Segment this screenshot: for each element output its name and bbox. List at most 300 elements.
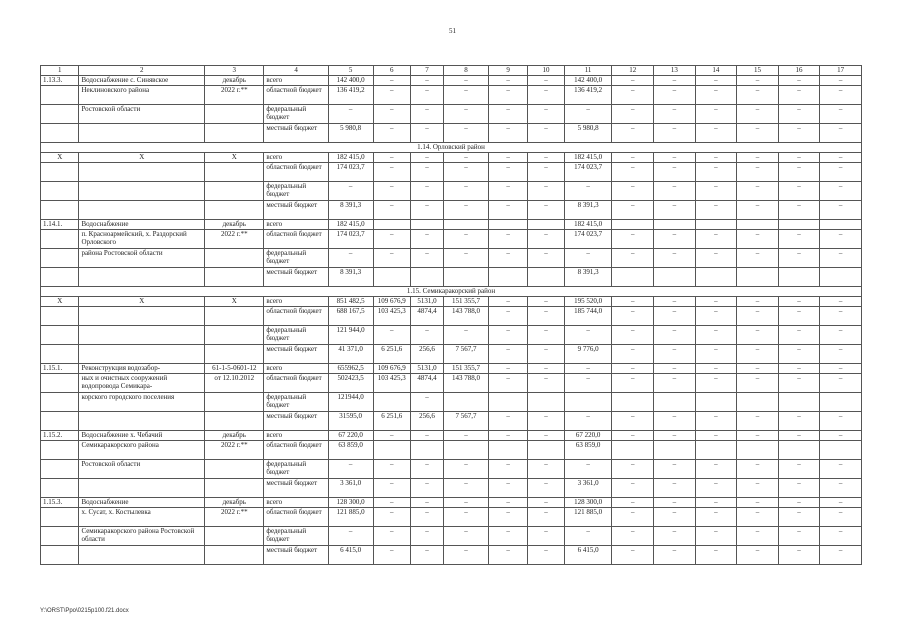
amount-cell: 185 744,0	[564, 307, 612, 326]
item-number-cell: Х	[41, 297, 79, 307]
amount-cell: –	[695, 201, 737, 220]
table-body	[41, 66, 862, 565]
amount-cell: –	[488, 364, 527, 374]
amount-cell	[564, 393, 612, 412]
object-name-cell	[79, 479, 205, 498]
amount-cell: 121 885,0	[328, 508, 373, 527]
amount-cell: –	[612, 307, 654, 326]
amount-cell: –	[695, 546, 737, 565]
amount-cell: 121 885,0	[564, 508, 612, 527]
amount-cell	[444, 441, 489, 460]
amount-cell: –	[612, 364, 654, 374]
amount-cell: 128 300,0	[328, 498, 373, 508]
amount-cell: 121 944,0	[328, 326, 373, 345]
amount-cell: –	[528, 345, 564, 364]
deadline-cell	[205, 105, 264, 124]
amount-cell: –	[820, 374, 862, 393]
amount-cell	[695, 220, 737, 230]
amount-cell: –	[820, 163, 862, 182]
deadline-cell	[205, 393, 264, 412]
amount-cell: –	[373, 508, 410, 527]
amount-cell: 121944,0	[328, 393, 373, 412]
table-row	[41, 201, 862, 220]
column-number: 1	[41, 66, 79, 76]
funding-source-cell: всего	[264, 220, 328, 230]
amount-cell: 182 415,0	[328, 220, 373, 230]
amount-cell: 143 788,0	[444, 307, 489, 326]
funding-source-cell: всего	[264, 153, 328, 163]
amount-cell: –	[488, 460, 527, 479]
amount-cell	[612, 220, 654, 230]
amount-cell: –	[820, 182, 862, 201]
amount-cell: 5 980,8	[564, 124, 612, 143]
item-number-cell	[41, 163, 79, 182]
deadline-cell	[205, 249, 264, 268]
table-row	[41, 374, 862, 393]
column-number: 3	[205, 66, 264, 76]
amount-cell: –	[444, 460, 489, 479]
amount-cell: –	[488, 307, 527, 326]
amount-cell: 103 425,3	[373, 374, 410, 393]
object-name-cell	[79, 163, 205, 182]
amount-cell: –	[737, 508, 779, 527]
object-name-cell	[79, 345, 205, 364]
column-number: 7	[410, 66, 443, 76]
deadline-cell	[205, 479, 264, 498]
amount-cell: –	[778, 249, 820, 268]
amount-cell: –	[695, 460, 737, 479]
amount-cell: –	[737, 431, 779, 441]
amount-cell: 195 520,0	[564, 297, 612, 307]
amount-cell: 8 391,3	[328, 268, 373, 287]
amount-cell: –	[654, 431, 696, 441]
amount-cell	[778, 268, 820, 287]
amount-cell: –	[612, 508, 654, 527]
amount-cell	[373, 268, 410, 287]
amount-cell: –	[528, 297, 564, 307]
amount-cell: –	[778, 412, 820, 431]
amount-cell: 6 415,0	[328, 546, 373, 565]
amount-cell: –	[373, 249, 410, 268]
column-number: 13	[654, 66, 696, 76]
amount-cell: –	[528, 431, 564, 441]
amount-cell	[528, 268, 564, 287]
amount-cell: –	[778, 364, 820, 374]
amount-cell: –	[695, 374, 737, 393]
amount-cell: –	[488, 431, 527, 441]
amount-cell: –	[654, 297, 696, 307]
amount-cell: –	[654, 124, 696, 143]
column-number: 4	[264, 66, 328, 76]
amount-cell: –	[564, 364, 612, 374]
amount-cell: –	[612, 546, 654, 565]
amount-cell: –	[488, 230, 527, 249]
amount-cell: –	[410, 230, 443, 249]
funding-source-cell: областной бюджет	[264, 230, 328, 249]
amount-cell: 151 355,7	[444, 297, 489, 307]
item-number-cell	[41, 230, 79, 249]
amount-cell: –	[564, 460, 612, 479]
amount-cell: –	[654, 546, 696, 565]
column-number: 14	[695, 66, 737, 76]
amount-cell: –	[778, 86, 820, 105]
amount-cell: 4874,4	[410, 307, 443, 326]
funding-source-cell: всего	[264, 498, 328, 508]
amount-cell: –	[528, 249, 564, 268]
table-row	[41, 182, 862, 201]
amount-cell	[737, 441, 779, 460]
amount-cell: –	[737, 345, 779, 364]
deadline-cell	[205, 326, 264, 345]
table-row	[41, 153, 862, 163]
amount-cell	[737, 268, 779, 287]
object-name-cell: Семикаракорского района Ростовской области	[79, 527, 205, 546]
amount-cell: –	[528, 201, 564, 220]
amount-cell: –	[778, 508, 820, 527]
table-row	[41, 479, 862, 498]
deadline-cell	[205, 124, 264, 143]
amount-cell: –	[820, 124, 862, 143]
amount-cell: –	[528, 546, 564, 565]
amount-cell	[488, 220, 527, 230]
item-number-cell	[41, 508, 79, 527]
deadline-cell	[205, 182, 264, 201]
amount-cell: –	[778, 498, 820, 508]
amount-cell	[612, 393, 654, 412]
amount-cell: 31595,0	[328, 412, 373, 431]
amount-cell: –	[444, 431, 489, 441]
amount-cell: –	[654, 498, 696, 508]
table-row	[41, 76, 862, 86]
amount-cell: –	[778, 374, 820, 393]
funding-source-cell: областной бюджет	[264, 508, 328, 527]
amount-cell: –	[612, 479, 654, 498]
funding-source-cell: всего	[264, 76, 328, 86]
amount-cell: –	[778, 201, 820, 220]
amount-cell: –	[612, 201, 654, 220]
amount-cell: –	[488, 546, 527, 565]
amount-cell: –	[778, 326, 820, 345]
object-name-cell	[79, 412, 205, 431]
amount-cell: –	[654, 307, 696, 326]
amount-cell: –	[654, 105, 696, 124]
amount-cell	[488, 441, 527, 460]
column-number: 8	[444, 66, 489, 76]
amount-cell: 143 788,0	[444, 374, 489, 393]
amount-cell: –	[612, 230, 654, 249]
amount-cell: –	[778, 460, 820, 479]
amount-cell: –	[444, 86, 489, 105]
amount-cell: –	[695, 326, 737, 345]
amount-cell	[654, 268, 696, 287]
object-name-cell: корского городского поселения	[79, 393, 205, 412]
amount-cell: –	[444, 546, 489, 565]
amount-cell: –	[373, 460, 410, 479]
amount-cell: –	[328, 527, 373, 546]
amount-cell	[528, 220, 564, 230]
object-name-cell: Водоснабжение х. Чебачий	[79, 431, 205, 441]
amount-cell: –	[695, 297, 737, 307]
item-number-cell	[41, 86, 79, 105]
funding-source-cell: областной бюджет	[264, 86, 328, 105]
amount-cell: –	[737, 249, 779, 268]
amount-cell: –	[820, 546, 862, 565]
amount-cell: –	[778, 479, 820, 498]
amount-cell: –	[654, 508, 696, 527]
amount-cell: –	[328, 105, 373, 124]
amount-cell: –	[612, 153, 654, 163]
table-row	[41, 105, 862, 124]
amount-cell: –	[410, 76, 443, 86]
amount-cell: –	[820, 326, 862, 345]
amount-cell	[528, 441, 564, 460]
amount-cell: –	[444, 479, 489, 498]
amount-cell: –	[737, 201, 779, 220]
amount-cell: –	[528, 412, 564, 431]
object-name-cell: Х	[79, 297, 205, 307]
object-name-cell: х. Сусат, х. Костылевка	[79, 508, 205, 527]
amount-cell: –	[528, 374, 564, 393]
amount-cell: –	[820, 230, 862, 249]
amount-cell: 182 415,0	[564, 153, 612, 163]
amount-cell: –	[612, 498, 654, 508]
amount-cell: –	[410, 163, 443, 182]
amount-cell: 6 251,6	[373, 412, 410, 431]
amount-cell: –	[328, 460, 373, 479]
amount-cell: –	[612, 86, 654, 105]
amount-cell: –	[695, 498, 737, 508]
object-name-cell	[79, 182, 205, 201]
table-row	[41, 527, 862, 546]
amount-cell: 7 567,7	[444, 412, 489, 431]
amount-cell: –	[654, 326, 696, 345]
amount-cell	[695, 441, 737, 460]
amount-cell: –	[612, 326, 654, 345]
amount-cell: 174 023,7	[564, 163, 612, 182]
column-number: 6	[373, 66, 410, 76]
table-row	[41, 364, 862, 374]
amount-cell	[778, 220, 820, 230]
funding-source-cell: федеральный бюджет	[264, 182, 328, 201]
item-number-cell	[41, 326, 79, 345]
object-name-cell: Семикаракорского района	[79, 441, 205, 460]
item-number-cell	[41, 546, 79, 565]
amount-cell: –	[444, 76, 489, 86]
amount-cell: –	[612, 297, 654, 307]
amount-cell	[444, 220, 489, 230]
amount-cell: –	[695, 230, 737, 249]
amount-cell: –	[695, 527, 737, 546]
funding-source-cell: всего	[264, 297, 328, 307]
amount-cell: –	[410, 105, 443, 124]
amount-cell: –	[444, 498, 489, 508]
amount-cell: –	[737, 460, 779, 479]
amount-cell: –	[373, 230, 410, 249]
amount-cell: –	[488, 479, 527, 498]
table-row	[41, 431, 862, 441]
amount-cell: –	[488, 153, 527, 163]
amount-cell: 182 415,0	[328, 153, 373, 163]
page-number: 51	[449, 27, 456, 35]
amount-cell: –	[488, 345, 527, 364]
deadline-cell	[205, 546, 264, 565]
amount-cell: –	[778, 230, 820, 249]
amount-cell: –	[528, 498, 564, 508]
deadline-cell	[205, 412, 264, 431]
amount-cell: –	[373, 201, 410, 220]
funding-source-cell: федеральный бюджет	[264, 326, 328, 345]
amount-cell: –	[564, 527, 612, 546]
column-number: 9	[488, 66, 527, 76]
funding-source-cell: федеральный бюджет	[264, 460, 328, 479]
column-number: 15	[737, 66, 779, 76]
amount-cell: –	[444, 326, 489, 345]
amount-cell: 63 859,0	[328, 441, 373, 460]
amount-cell: –	[612, 182, 654, 201]
amount-cell	[820, 441, 862, 460]
amount-cell: 5131,0	[410, 297, 443, 307]
deadline-cell	[205, 527, 264, 546]
amount-cell: –	[654, 479, 696, 498]
table-row	[41, 508, 862, 527]
object-name-cell	[79, 201, 205, 220]
object-name-cell: района Ростовской области	[79, 249, 205, 268]
amount-cell: 8 391,3	[564, 268, 612, 287]
object-name-cell	[79, 307, 205, 326]
amount-cell: –	[695, 364, 737, 374]
column-number: 5	[328, 66, 373, 76]
item-number-cell	[41, 124, 79, 143]
item-number-cell: 1.15.3.	[41, 498, 79, 508]
amount-cell: –	[737, 105, 779, 124]
amount-cell: –	[737, 479, 779, 498]
amount-cell: –	[444, 105, 489, 124]
amount-cell: 4874,4	[410, 374, 443, 393]
table-row	[41, 460, 862, 479]
amount-cell: –	[612, 374, 654, 393]
amount-cell: –	[695, 479, 737, 498]
amount-cell: –	[373, 76, 410, 86]
object-name-cell: Ростовской области	[79, 105, 205, 124]
deadline-cell: 2022 г.**	[205, 86, 264, 105]
amount-cell: –	[654, 345, 696, 364]
amount-cell	[695, 268, 737, 287]
amount-cell: –	[612, 431, 654, 441]
amount-cell: –	[778, 76, 820, 86]
item-number-cell: 1.15.2.	[41, 431, 79, 441]
item-number-cell	[41, 460, 79, 479]
budget-table	[40, 65, 862, 565]
item-number-cell	[41, 201, 79, 220]
section-heading-row	[41, 143, 862, 153]
amount-cell: –	[528, 479, 564, 498]
funding-source-cell: местный бюджет	[264, 345, 328, 364]
amount-cell: 851 482,5	[328, 297, 373, 307]
object-name-cell: ных и очистных сооружений водопровода Семикара-	[79, 374, 205, 393]
item-number-cell: 1.15.1.	[41, 364, 79, 374]
amount-cell: –	[528, 230, 564, 249]
amount-cell: –	[488, 124, 527, 143]
amount-cell: –	[820, 153, 862, 163]
amount-cell: 502423,5	[328, 374, 373, 393]
amount-cell: –	[654, 527, 696, 546]
amount-cell: –	[737, 230, 779, 249]
amount-cell	[778, 441, 820, 460]
amount-cell: –	[778, 546, 820, 565]
object-name-cell	[79, 124, 205, 143]
amount-cell: –	[654, 201, 696, 220]
table-row	[41, 393, 862, 412]
amount-cell: –	[328, 249, 373, 268]
amount-cell: 7 567,7	[444, 345, 489, 364]
amount-cell: –	[373, 546, 410, 565]
item-number-cell	[41, 345, 79, 364]
amount-cell: 182 415,0	[564, 220, 612, 230]
amount-cell: –	[528, 76, 564, 86]
table-row	[41, 163, 862, 182]
amount-cell: 8 391,3	[564, 201, 612, 220]
amount-cell: –	[695, 76, 737, 86]
amount-cell: 174 023,7	[328, 230, 373, 249]
column-number: 16	[778, 66, 820, 76]
amount-cell: –	[654, 163, 696, 182]
amount-cell: –	[444, 153, 489, 163]
amount-cell: –	[695, 249, 737, 268]
amount-cell: 103 425,3	[373, 307, 410, 326]
amount-cell: –	[654, 460, 696, 479]
amount-cell: –	[820, 364, 862, 374]
amount-cell: –	[778, 297, 820, 307]
amount-cell: –	[373, 153, 410, 163]
deadline-cell	[205, 268, 264, 287]
amount-cell: –	[612, 249, 654, 268]
amount-cell: –	[444, 124, 489, 143]
amount-cell: –	[695, 163, 737, 182]
amount-cell: –	[695, 412, 737, 431]
amount-cell: –	[612, 163, 654, 182]
amount-cell	[612, 441, 654, 460]
amount-cell: –	[737, 163, 779, 182]
amount-cell: –	[410, 326, 443, 345]
amount-cell: –	[695, 307, 737, 326]
amount-cell: –	[654, 230, 696, 249]
amount-cell: –	[778, 527, 820, 546]
footer-file-path: Y:\ORST\Ppo\0215p100.f21.docx	[40, 608, 129, 614]
deadline-cell: декабрь	[205, 76, 264, 86]
amount-cell	[820, 268, 862, 287]
amount-cell: 41 371,0	[328, 345, 373, 364]
amount-cell: –	[778, 105, 820, 124]
column-number: 2	[79, 66, 205, 76]
amount-cell: –	[564, 249, 612, 268]
amount-cell: –	[654, 182, 696, 201]
amount-cell	[654, 393, 696, 412]
column-number: 17	[820, 66, 862, 76]
item-number-cell: 1.13.3.	[41, 76, 79, 86]
funding-source-cell: федеральный бюджет	[264, 527, 328, 546]
funding-source-cell: местный бюджет	[264, 412, 328, 431]
amount-cell	[373, 220, 410, 230]
deadline-cell	[205, 201, 264, 220]
amount-cell: 136 419,2	[564, 86, 612, 105]
amount-cell: –	[820, 508, 862, 527]
funding-source-cell: федеральный бюджет	[264, 105, 328, 124]
amount-cell: –	[373, 527, 410, 546]
amount-cell: –	[778, 153, 820, 163]
item-number-cell	[41, 182, 79, 201]
amount-cell: 6 415,0	[564, 546, 612, 565]
object-name-cell: Водоснабжение	[79, 220, 205, 230]
